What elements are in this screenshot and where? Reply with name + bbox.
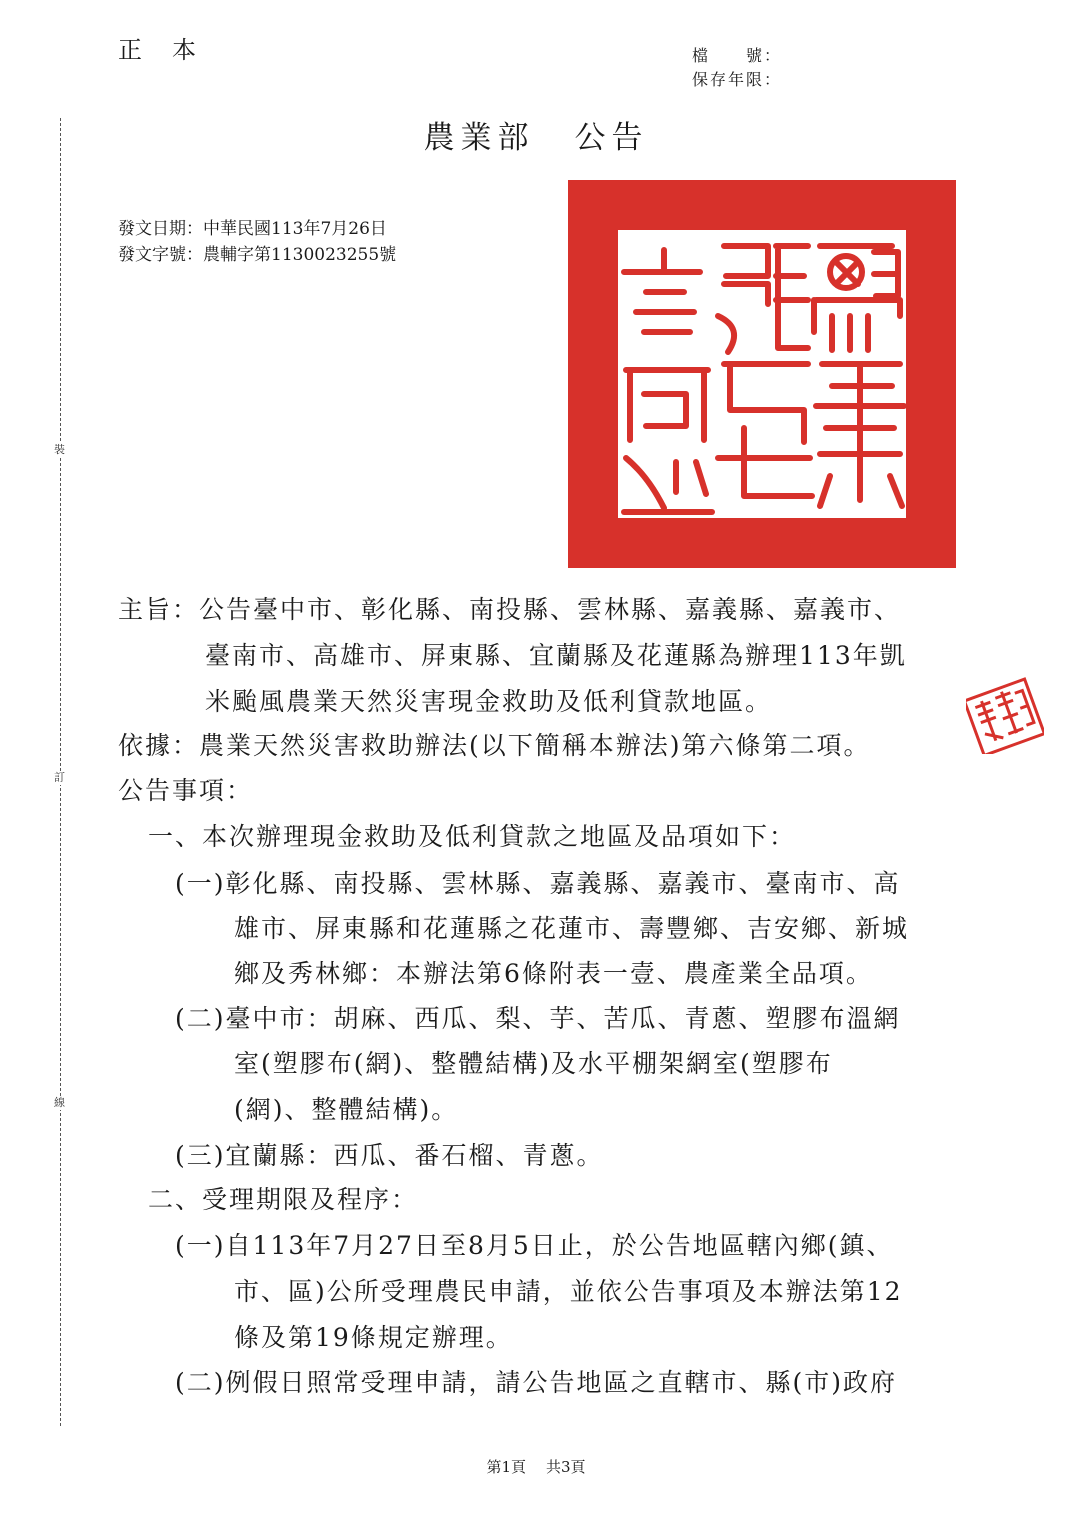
binding-mark-line: 線 xyxy=(54,1096,65,1109)
document-meta xyxy=(118,216,396,268)
binding-mark-bind: 裝 xyxy=(54,443,65,456)
item-1-1-line-3: 鄉及秀林鄉：本辦法第6條附表一壹、農產業全品項。 xyxy=(234,959,873,988)
item-2-heading: 二、受理期限及程序： xyxy=(148,1185,419,1214)
official-seal xyxy=(568,180,956,568)
binding-mark-staple: 訂 xyxy=(54,771,65,784)
item-1-2-line-2: 室(塑膠布(網)、整體結構)及水平棚架網室(塑膠布 xyxy=(234,1049,833,1078)
subject-line-3: 米颱風農業天然災害現金救助及低利貸款地區。 xyxy=(205,687,773,716)
retention-label: 保存年限： xyxy=(692,70,783,89)
doc-type: 公告 xyxy=(574,120,649,156)
file-number-label: 檔 號： xyxy=(692,46,783,65)
copy-label: 正本 xyxy=(118,36,226,64)
item-2-1-line-3: 條及第19條規定辦理。 xyxy=(234,1323,513,1352)
small-seal xyxy=(966,676,1044,754)
notice-heading: 公告事項： xyxy=(118,776,254,805)
agency-name: 農業部 xyxy=(423,120,535,156)
reference-number: 發文字號：農輔字第1130023255號 xyxy=(118,245,397,265)
subject-line-1: 主旨：公告臺中市、彰化縣、南投縣、雲林縣、嘉義縣、嘉義市、 xyxy=(118,595,902,624)
file-info xyxy=(692,44,782,92)
page-footer xyxy=(0,1456,1072,1477)
item-1-heading: 一、本次辦理現金救助及低利貸款之地區及品項如下： xyxy=(148,822,797,851)
item-1-2-line-1: (二)臺中市：胡麻、西瓜、梨、芋、苦瓜、青蔥、塑膠布溫網 xyxy=(175,1004,901,1033)
item-1-1-line-2: 雄市、屏東縣和花蓮縣之花蓮市、壽豐鄉、吉安鄉、新城 xyxy=(234,914,910,943)
page-title xyxy=(0,112,1072,157)
page-number: 第1頁 xyxy=(486,1458,526,1476)
item-2-1-line-1: (一)自113年7月27日至8月5日止，於公告地區轄內鄉(鎮、 xyxy=(175,1231,894,1260)
basis-line: 依據：農業天然災害救助辦法(以下簡稱本辦法)第六條第二項。 xyxy=(118,731,871,760)
item-1-1-line-1: (一)彰化縣、南投縣、雲林縣、嘉義縣、嘉義市、臺南市、高 xyxy=(175,869,901,898)
issue-date: 發文日期：中華民國113年7月26日 xyxy=(118,219,387,239)
page-total: 共3頁 xyxy=(546,1458,586,1476)
item-2-2-line-1: (二)例假日照常受理申請，請公告地區之直轄市、縣(市)政府 xyxy=(175,1368,898,1397)
subject-line-2: 臺南市、高雄市、屏東縣、宜蘭縣及花蓮縣為辦理113年凱 xyxy=(205,641,907,670)
item-1-3-line-1: (三)宜蘭縣：西瓜、番石榴、青蔥。 xyxy=(175,1141,604,1170)
item-2-1-line-2: 市、區)公所受理農民申請，並依公告事項及本辦法第12 xyxy=(234,1277,903,1306)
item-1-2-line-3: (網)、整體結構)。 xyxy=(234,1095,459,1124)
